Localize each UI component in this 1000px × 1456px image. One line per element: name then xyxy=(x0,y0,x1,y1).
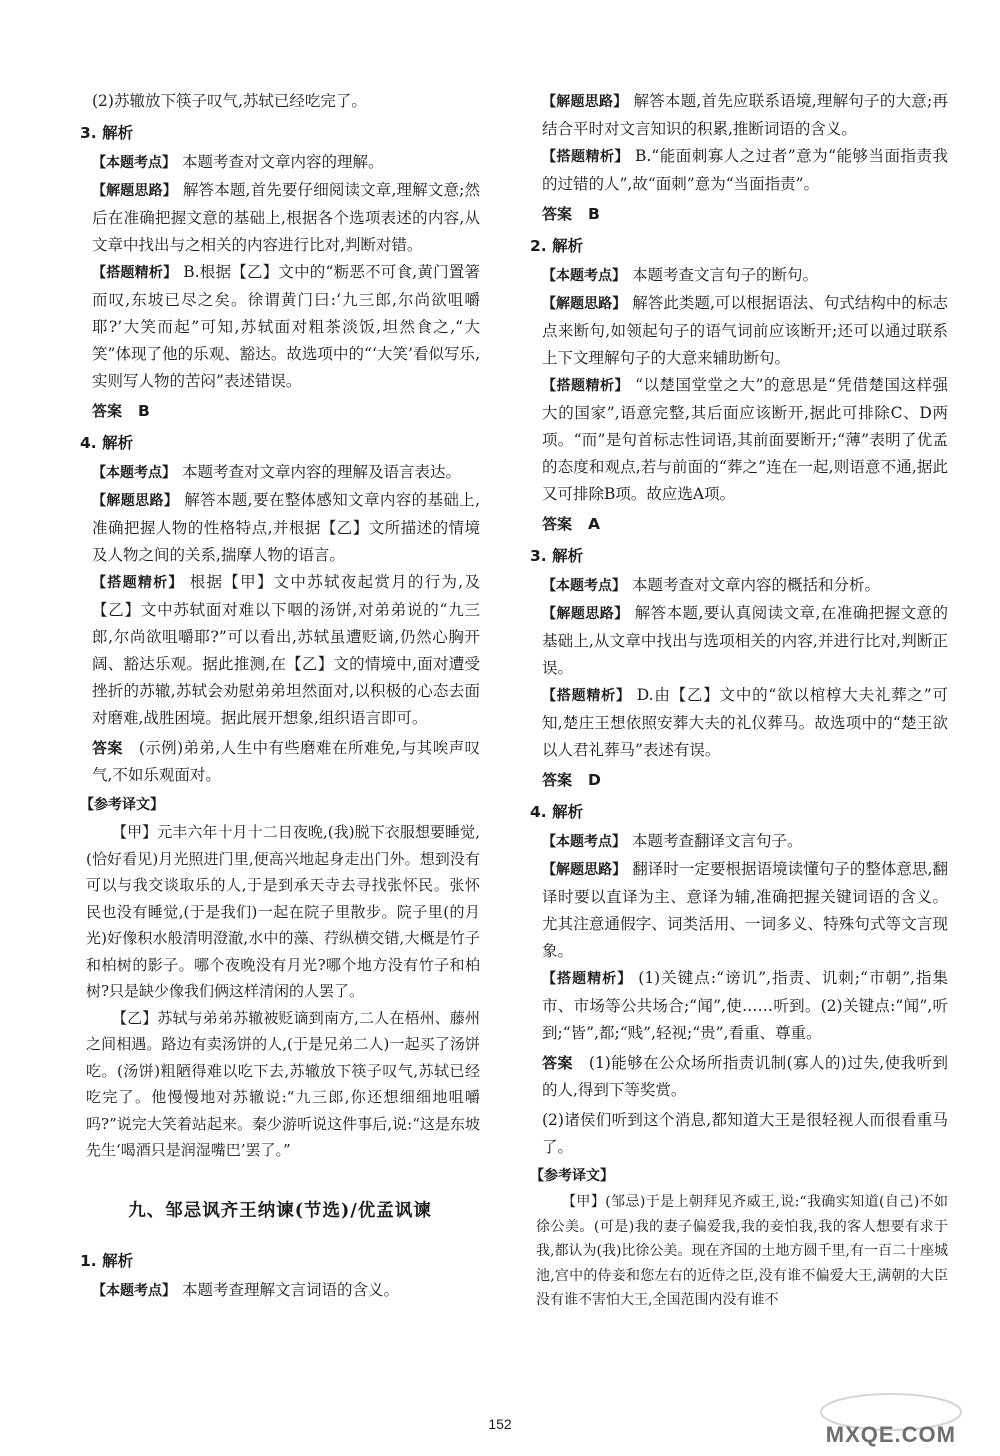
tag-label: 【搭题精析】 xyxy=(542,149,629,165)
item-text: 解答本题,要认真阅读文章,在准确把握文意的基础上,从文章中找出与选项相关的内容,并进行比对,判断正误。 xyxy=(542,604,948,677)
right-q4-item-1 xyxy=(530,828,948,856)
tag-label: 【本题考点】 xyxy=(542,578,626,594)
item-text: 本题考查对文章内容的概括和分析。 xyxy=(632,576,881,594)
answer-value: (示例)弟弟,人生中有些磨难在所难免,与其唉声叹气,不如乐观面对。 xyxy=(92,739,480,784)
right-q2-item-3 xyxy=(530,372,948,508)
left-q4-item-1 xyxy=(80,459,480,487)
right-translation-jia: 【甲】(邹忌)于是上朝拜见齐威王,说:“我确实知道(自己)不如徐公美。(可是)我的妻子偏爱我,我的妾怕我,我的客人想要有求于我,都认为(我)比徐公美。现在齐国的土地方圆千里,有一百二十座城池,宫中的侍妾和您左右的近侍之臣,没有谁不偏爱大王,满朝的大臣没有谁不害怕大王,全国范围内没有谁不 xyxy=(536,1194,948,1308)
item-text: 翻译时一定要根据语境读懂句子的整体意思,翻译时要以直译为主、意译为辅,准确把握关键词语的含义。尤其注意通假字、词类活用、一词多义、特殊句式等文言现象。 xyxy=(542,860,948,960)
answer-value-1: (1)能够在公众场所指责讥制(寡人的)过失,使我听到的人,得到下等奖赏。 xyxy=(542,1054,948,1099)
item-text: 根据【甲】文中苏轼夜起赏月的行为,及【乙】文中苏轼面对难以下咽的汤饼,对弟弟说的“九三郎,尔尚欲咀嚼耶?”可以看出,苏轼虽遭贬谪,仍然心胸开阔、豁达乐观。据此推测,在【乙】文的情境中,面对遭受挫折的苏辙,苏轼会劝慰弟弟坦然面对,以积极的心态去面对磨难,战胜困境。据此展开想象,组织语言即可。 xyxy=(92,573,480,727)
answer-value: A xyxy=(588,515,601,533)
right-q2-heading: 2. 解析 xyxy=(530,237,584,255)
left-q4-item-2 xyxy=(80,487,480,569)
right-reference-label: 【参考译文】 xyxy=(530,1168,614,1184)
tag-label: 【搭题精析】 xyxy=(542,688,631,704)
answer-label: 答案 xyxy=(92,402,123,420)
item-text: 本题考查对文章内容的理解及语言表达。 xyxy=(182,463,462,481)
right-q2-item-1 xyxy=(530,262,948,290)
answer-value: D xyxy=(588,771,601,789)
item-text: 本题考查文言句子的断句。 xyxy=(632,266,819,284)
item-text: 本题考查对文章内容的理解。 xyxy=(182,153,384,171)
right-q4-answer-2: (2)诸侯们听到这个消息,都知道大王是很轻视人而很看重马了。 xyxy=(542,1111,948,1156)
tag-label: 【解题思路】 xyxy=(542,606,629,622)
item-text: B.“能面刺寡人之过者”意为“能够当面指责我的过错的人”,故“面刺”意为“当面指责”。 xyxy=(542,147,949,193)
tag-label: 【解题思路】 xyxy=(542,862,627,878)
left-q3-item-3 xyxy=(80,259,480,395)
answer-value: B xyxy=(138,402,150,420)
right-q4-item-3 xyxy=(530,965,948,1047)
tag-label: 【搭题精析】 xyxy=(542,378,630,394)
right-q2-answer xyxy=(530,511,948,538)
answer-label: 答案 xyxy=(542,771,573,789)
right-q3-heading: 3. 解析 xyxy=(530,547,584,565)
item-text: 解答本题,首先要仔细阅读文章,理解文意;然后在准确把握文意的基础上,根据各个选项表述的内容,从文章中找出与之相关的内容进行比对,判断对错。 xyxy=(92,181,481,254)
section-title: 九、邹忌讽齐王纳谏(节选)/优孟讽谏 xyxy=(128,1200,432,1221)
right-q4-answer xyxy=(530,1050,948,1104)
right-q1-item-1 xyxy=(530,88,948,143)
item-text: 解答此类题,可以根据语法、句式结构中的标志点来断句,如领起句子的语气词前应该断开;还可以通过联系上下文理解句子的大意来辅助断句。 xyxy=(542,294,948,367)
answer-value: B xyxy=(588,205,600,223)
left-q1-heading: 1. 解析 xyxy=(80,1251,134,1270)
item-text: 解答本题,首先应联系语境,理解句子的大意;再结合平时对文言知识的积累,推断词语的含义。 xyxy=(542,92,949,138)
left-reference-label: 【参考译文】 xyxy=(80,797,164,813)
tag-label: 【本题考点】 xyxy=(542,834,626,850)
watermark-text: MXQE.COM xyxy=(825,1422,956,1447)
left-column xyxy=(80,88,480,1305)
left-q3-item-1 xyxy=(80,149,480,177)
left-q4-answer xyxy=(80,735,480,789)
tag-label: 【本题考点】 xyxy=(542,268,626,284)
right-column xyxy=(530,88,948,1313)
right-q3-item-3 xyxy=(530,682,948,764)
tag-label: 【解题思路】 xyxy=(92,493,179,509)
left-translation-jia: 【甲】元丰六年十月十二日夜晚,(我)脱下衣服想要睡觉,(恰好看见)月光照进门里,便高兴地起身走出门外。想到没有可以与我交谈取乐的人,于是到承天寺去寻找张怀民。张怀民也没有睡觉,(于是我们)一起在院子里散步。院子里(的月光)好像积水般清明澄澈,水中的藻、荇纵横交错,大概是竹子和柏树的影子。哪个夜晚没有月光?哪个地方没有竹子和柏树?只是缺少像我们俩这样清闲的人罢了。 xyxy=(86,823,480,1000)
item-text: (1)关键点:“谤讥”,指责、讥刺;“市朝”,指集市、市场等公共场合;“闻”,使……听到。(2)关键点:“闻”,听到;“皆”,都;“贱”,轻视;“贵”,看重、尊重。 xyxy=(542,969,949,1042)
item-text: 本题考查翻译文言句子。 xyxy=(632,832,803,850)
tag-label: 【本题考点】 xyxy=(92,465,176,481)
tag-label: 【本题考点】 xyxy=(92,1282,176,1299)
right-q3-item-1 xyxy=(530,572,948,600)
item-text: “以楚国堂堂之大”的意思是“凭借楚国这样强大的国家”,语意完整,其后面应该断开,据此可排除C、D两项。“而”是句首标志性词语,其前面要断开;“薄”表明了优孟的态度和观点,若与前面的“葬之”连在一起,则语意不通,据此又可排除B项。故应选A项。 xyxy=(542,376,949,503)
tag-label: 【本题考点】 xyxy=(92,155,176,171)
tag-label: 【解题思路】 xyxy=(92,183,177,199)
right-q1-answer xyxy=(530,201,948,228)
left-q3-answer xyxy=(80,398,480,425)
right-q3-answer xyxy=(530,767,948,794)
answer-label: 答案 xyxy=(542,205,573,223)
page-number: 152 xyxy=(488,1416,512,1432)
answer-label: 答案 xyxy=(92,739,123,757)
left-q3-item-2 xyxy=(80,177,480,259)
left-top-line: (2)苏辙放下筷子叹气,苏轼已经吃完了。 xyxy=(92,92,367,110)
left-translation-yi: 【乙】苏轼与弟弟苏辙被贬谪到南方,二人在梧州、藤州之间相遇。路边有卖汤饼的人,(于是兄弟二人)一起买了汤饼吃。(汤饼)粗陋得难以吃下去,苏辙放下筷子叹气,苏轼已经吃完了。他慢慢地对苏辙说:“九三郎,你还想细细地咀嚼吗?”说完大笑着站起来。秦少游听说这件事后,说:“这是东坡先生‘喝酒只是润湿嘴巴’罢了。” xyxy=(86,1008,480,1159)
right-q4-item-2 xyxy=(530,856,948,965)
right-q2-item-2 xyxy=(530,290,948,372)
left-q4-item-3 xyxy=(80,569,480,732)
left-q1-item-1 xyxy=(80,1277,480,1305)
right-q3-item-2 xyxy=(530,600,948,682)
tag-label: 【搭题精析】 xyxy=(92,265,178,281)
tag-label: 【搭题精析】 xyxy=(542,971,633,987)
tag-label: 【解题思路】 xyxy=(542,296,627,312)
left-q3-heading: 3. 解析 xyxy=(80,124,134,142)
left-q4-heading: 4. 解析 xyxy=(80,434,134,452)
item-text: 本题考查理解文言词语的含义。 xyxy=(182,1280,400,1299)
answer-label: 答案 xyxy=(542,1054,573,1072)
right-q4-heading: 4. 解析 xyxy=(530,803,584,821)
tag-label: 【解题思路】 xyxy=(542,94,628,110)
right-q1-item-2 xyxy=(530,143,948,198)
item-text: B.根据【乙】文中的“粝恶不可食,黄门置箸而叹,东坡已尽之矣。徐谓黄门曰:‘九三郎,尔尚欲咀嚼耶?’大笑而起”可知,苏轼面对粗茶淡饭,坦然食之,“大笑”体现了他的乐观、豁达。故选项中的“‘大笑’看似写乐,实则写人物的苦闷”表述错误。 xyxy=(92,263,481,390)
item-text: D.由【乙】文中的“欲以棺椁大夫礼葬之”可知,楚庄王想依照安葬大夫的礼仪葬马。故选项中的“楚王欲以人君礼葬马”表述有误。 xyxy=(542,686,948,759)
answer-label: 答案 xyxy=(542,515,573,533)
tag-label: 【搭题精析】 xyxy=(92,575,184,591)
item-text: 解答本题,要在整体感知文章内容的基础上,准确把握人物的性格特点,并根据【乙】文所描述的情境及人物之间的关系,揣摩人物的语言。 xyxy=(92,491,481,564)
